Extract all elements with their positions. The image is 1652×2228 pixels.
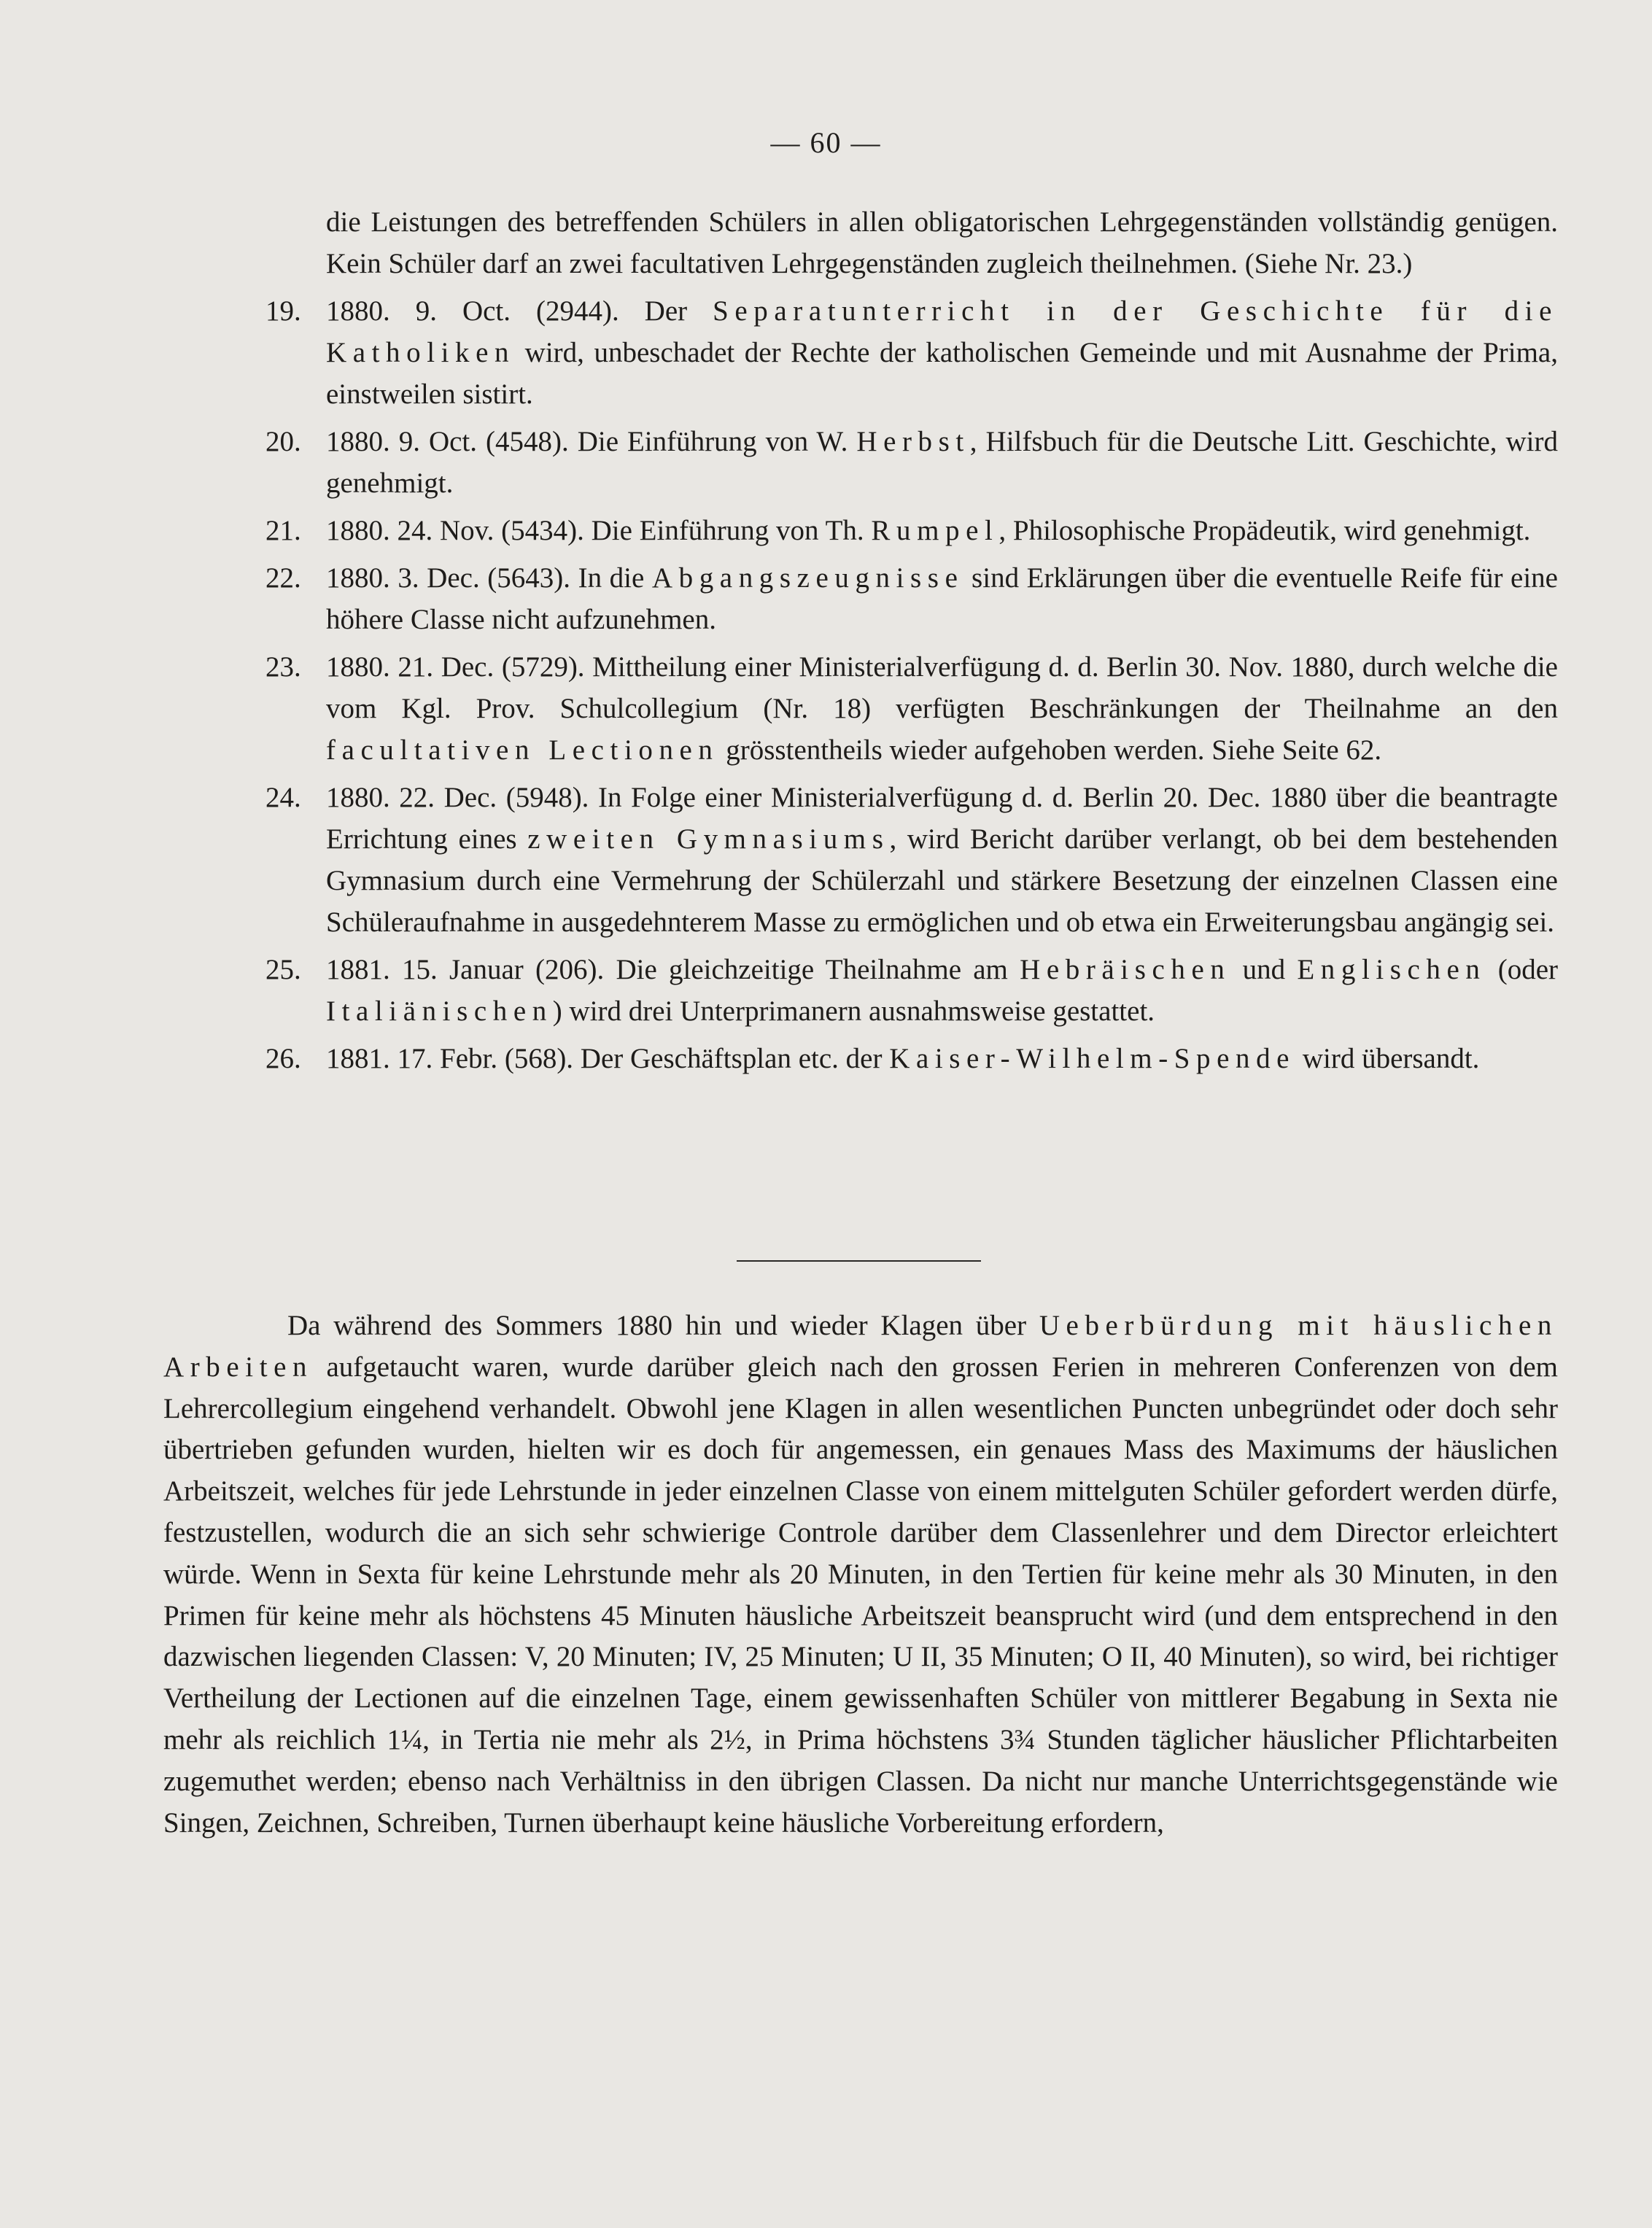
emphasis: Englischen: [1297, 954, 1486, 985]
emphasis: Hebräischen: [1020, 954, 1231, 985]
continuation-text: die Leistungen des betreffenden Schülers in allen obligatorischen Lehrgegenständen vollständig genügen. Kein Schüler darf an zwei facultativen Lehrgegenständen zugleich theilnehmen. (Siehe Nr. 23.): [326, 206, 1558, 279]
emphasis: facultativen Lectionen: [326, 734, 719, 766]
emphasis: Separatunterricht in der Geschichte für die Katholiken: [326, 295, 1558, 368]
entry-number: 25.: [265, 954, 301, 985]
entry-number: 20.: [265, 426, 301, 457]
list-item: 20. 1880. 9. Oct. (4548). Die Einführung von W. Herbst, Hilfsbuch für die Deutsche Litt. Geschichte, wird genehmigt.: [252, 421, 1558, 504]
emphasis: Rumpel: [871, 515, 999, 546]
list-item: 26. 1881. 17. Febr. (568). Der Geschäftsplan etc. der Kaiser-Wilhelm-Spende wird übersandt.: [252, 1038, 1558, 1079]
emphasis: Ueberbürdung mit häuslichen Arbeiten: [163, 1310, 1558, 1383]
body-paragraph: Da während des Sommers 1880 hin und wieder Klagen über Ueberbürdung mit häuslichen Arbeiten aufgetaucht waren, wurde darüber gleich nach den grossen Ferien in mehreren Conferenzen von dem Lehrercollegium eingehend verhandelt. Obwohl jene Klagen in allen wesentlichen Puncten unbegründet oder doch sehr übertrieben gefunden wurden, hielten wir es doch für angemessen, ein genaues Mass des Maximums der häuslichen Arbeitszeit, welches für jede Lehrstunde in jeder einzelnen Classe von einem mittelguten Schüler gefordert werden dürfe, festzustellen, wodurch die an sich sehr schwierige Controle darüber dem Classenlehrer und dem Director erleichtert würde. Wenn in Sexta für keine Lehrstunde mehr als 20 Minuten, in den Tertien für keine mehr als 30 Minuten, in den Primen für keine mehr als höchstens 45 Minuten häusliche Arbeitszeit beansprucht wird (und dem entsprechend in den dazwischen liegenden Classen: V, 20 Minuten; IV, 25 Minuten; U II, 35 Minuten; O II, 40 Minuten), so wird, bei richtiger Vertheilung der Lectionen auf die einzelnen Tage, einem gewissenhaften Schüler von mittlerer Begabung in Sexta nie mehr als reichlich 1¼, in Tertia nie mehr als 2½, in Prima höchstens 3¾ Stunden täglicher häuslicher Pflichtarbeiten zugemuthet werden; ebenso nach Verhältniss in den übrigen Classen. Da nicht nur manche Unterrichtsgegenstände wie Singen, Zeichnen, Schreiben, Turnen überhaupt keine häusliche Vorbereitung erfordern,: [163, 1310, 1558, 1839]
section-divider: [737, 1260, 981, 1262]
emphasis: Kaiser-Wilhelm-Spende: [889, 1043, 1296, 1074]
entry-number: 23.: [265, 651, 301, 683]
entry-number: 26.: [265, 1043, 301, 1074]
entry-number: 22.: [265, 562, 301, 594]
entry-number: 24.: [265, 782, 301, 813]
entry-number: 21.: [265, 515, 301, 546]
list-item: 19. 1880. 9. Oct. (2944). Der Separatunterricht in der Geschichte für die Katholiken wird, unbeschadet der Rechte der katholischen Gemeinde und mit Ausnahme der Prima, einstweilen sistirt.: [252, 290, 1558, 415]
emphasis: Abgangszeugnisse: [651, 562, 964, 594]
entry-list: [252, 201, 1558, 1085]
emphasis: zweiten Gymnasiums: [527, 823, 890, 855]
emphasis: Italiänischen: [326, 995, 553, 1027]
list-item: 24. 1880. 22. Dec. (5948). In Folge einer Ministerialverfügung d. d. Berlin 20. Dec. 1880 über die beantragte Errichtung eines zweiten Gymnasiums, wird Bericht darüber verlangt, ob bei dem bestehenden Gymnasium durch eine Vermehrung der Schülerzahl und stärkere Besetzung der einzelnen Classen eine Schüleraufnahme in ausgedehnterem Masse zu ermöglichen und ob etwa ein Erweiterungsbau angängig sei.: [252, 777, 1558, 943]
emphasis: Herbst: [856, 426, 970, 457]
list-item: 22. 1880. 3. Dec. (5643). In die Abgangszeugnisse sind Erklärungen über die eventuelle Reife für eine höhere Classe nicht aufzunehmen.: [252, 557, 1558, 640]
page-number: — 60 —: [770, 126, 882, 159]
entry-number: 19.: [265, 295, 301, 327]
list-item: 21. 1880. 24. Nov. (5434). Die Einführung von Th. Rumpel, Philosophische Propädeutik, wird genehmigt.: [252, 510, 1558, 551]
list-item: 23. 1880. 21. Dec. (5729). Mittheilung einer Ministerialverfügung d. d. Berlin 30. Nov. 1880, durch welche die vom Kgl. Prov. Schulcollegium (Nr. 18) verfügten Beschränkungen der Theilnahme an den facultativen Lectionen grösstentheils wieder aufgehoben werden. Siehe Seite 62.: [252, 646, 1558, 771]
list-item: 25. 1881. 15. Januar (206). Die gleichzeitige Theilnahme am Hebräischen und Englischen (oder Italiänischen) wird drei Unterprimanern ausnahmsweise gestattet.: [252, 949, 1558, 1032]
